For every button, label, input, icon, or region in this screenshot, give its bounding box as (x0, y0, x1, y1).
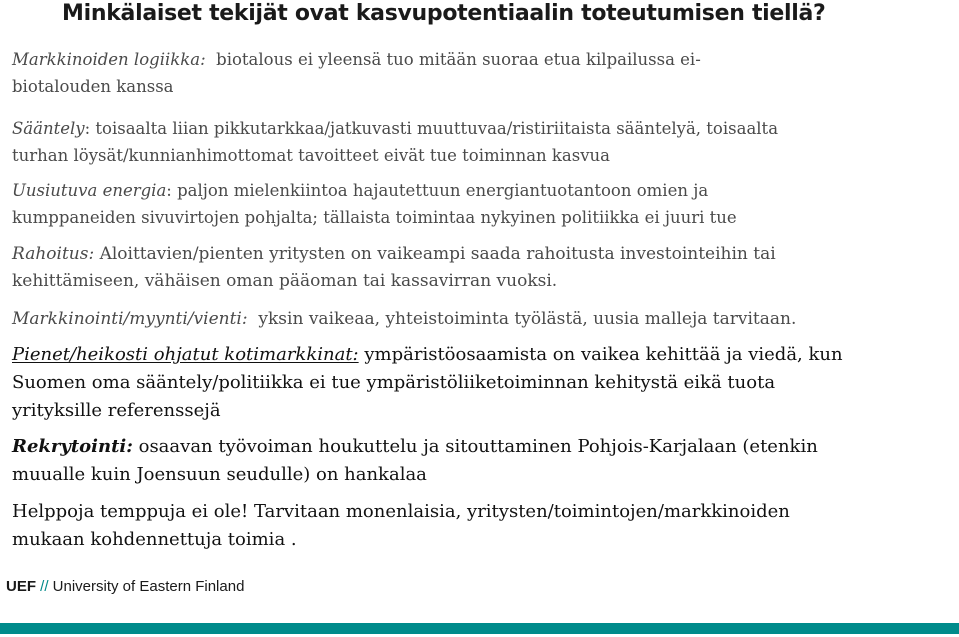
item-label: Uusiutuva energia (12, 181, 167, 200)
footer-university: University of Eastern Finland (52, 578, 245, 595)
item-text-line: osaavan työvoiman houkuttelu ja sitouttaminen Pohjois-Karjalaan (etenkin (138, 436, 818, 457)
item-label: Rahoitus: (12, 244, 95, 264)
item-text-line: : paljon mielenkiintoa hajautettuun energiantuotantoon omien ja (166, 181, 709, 200)
item-text-line: : toisaalta liian pikkutarkkaa/jatkuvasti muuttuvaa/ristiriitaista sääntelyä, toisaalta (84, 119, 779, 138)
item-text-line: Aloittavien/pienten yritysten on vaikeampi saada rahoitusta investointeihin tai (99, 244, 776, 264)
item-renewable-energy (12, 177, 952, 231)
item-label: Rekrytointi: (12, 436, 133, 457)
item-label: Sääntely (12, 119, 85, 138)
closing-line: Helppoja temppuja ei ole! Tarvitaan monenlaisia, yritysten/toimintojen/markkinoiden (12, 501, 790, 522)
footer-uef: UEF (6, 578, 36, 595)
item-text-line: kumppaneiden sivuvirtojen pohjalta; tällaista toimintaa nykyinen politiikka ei juuri tue (12, 208, 737, 227)
item-text-line: kehittämiseen, vähäisen oman pääoman tai kassavirran vuoksi. (12, 271, 558, 291)
closing-line: mukaan kohdennettuja toimia . (12, 529, 297, 550)
item-text-line: yrityksille referenssejä (12, 400, 221, 421)
item-text-line: turhan löysät/kunnianhimottomat tavoitteet eivät tue toiminnan kasvua (12, 146, 610, 165)
item-marketing (12, 306, 952, 333)
item-text-line: yksin vaikeaa, yhteistoiminta työlästä, uusia malleja tarvitaan. (258, 309, 797, 329)
footer-separator: // (36, 578, 53, 595)
item-text-line: muualle kuin Joensuun seudulle) on hankalaa (12, 464, 427, 485)
item-financing (12, 241, 952, 295)
footer-accent-bar (0, 623, 959, 634)
closing-statement (12, 498, 952, 554)
item-text-line: ympäristöosaamista on vaikea kehittää ja viedä, kun (364, 344, 843, 365)
item-text-line: biotalouden kanssa (12, 77, 174, 96)
item-recruitment (12, 433, 952, 489)
slide-title: Minkälaiset tekijät ovat kasvupotentiaalin toteutumisen tiellä? (62, 1, 826, 26)
item-domestic-market (12, 341, 952, 425)
item-label: Markkinoiden logiikka: (12, 50, 206, 69)
item-text-line: Suomen oma sääntely/politiikka ei tue ympäristöliiketoiminnan kehitystä eikä tuota (12, 372, 776, 393)
item-regulation (12, 115, 952, 169)
item-market-logic (12, 46, 952, 100)
item-label: Pienet/heikosti ohjatut kotimarkkinat: (12, 344, 359, 365)
item-text-line: biotalous ei yleensä tuo mitään suoraa etua kilpailussa ei- (216, 50, 701, 69)
footer-branding (6, 578, 244, 595)
item-label: Markkinointi/myynti/vienti: (12, 309, 248, 329)
